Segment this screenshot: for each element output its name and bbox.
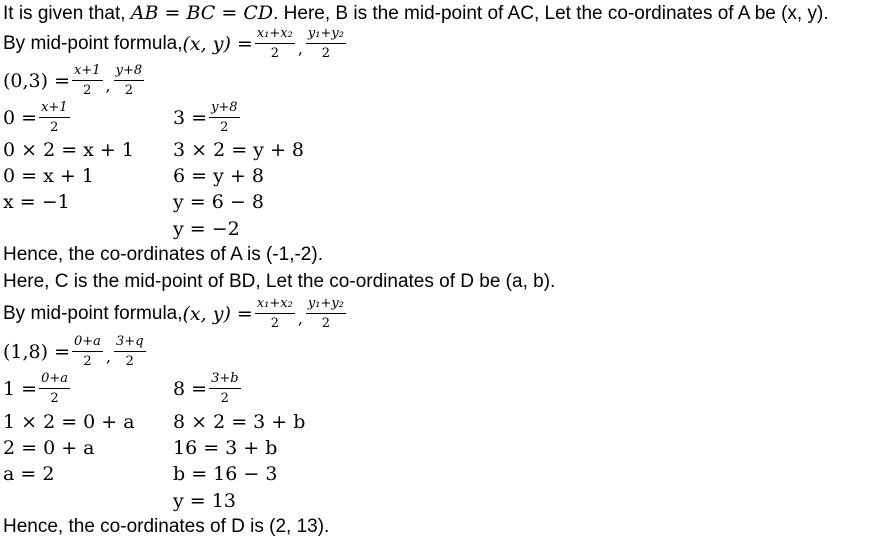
y-equation-step-4: y = 6 − 8: [173, 191, 264, 213]
x-equation-step-4: x = −1: [3, 191, 70, 213]
substitution-numerator-y: y+8: [114, 63, 145, 81]
y-equation-fraction: [173, 98, 242, 138]
y-equation-step-5: y = −2: [173, 218, 240, 240]
b-equation-fraction: [173, 369, 243, 409]
formula-label-2: By mid-point formula,: [3, 303, 183, 324]
substitution-line-1: [3, 61, 146, 101]
y-eq-denominator: 2: [220, 120, 229, 135]
substitution-fraction-x: [72, 63, 103, 99]
formula-denominator-x-2: 2: [270, 316, 279, 331]
b-equation-step-4: b = 16 − 3: [173, 463, 278, 485]
formula-comma: ,: [297, 38, 303, 58]
b-eq-denominator: 2: [220, 391, 229, 406]
substitution-denominator-y-2: 2: [125, 354, 134, 369]
x-equation-step-3: 0 = x + 1: [3, 165, 94, 187]
a-equation-fraction: [3, 369, 72, 409]
substitution-numerator-y-2: 3+q: [114, 334, 146, 352]
x-equation-fraction: [3, 98, 72, 138]
formula-numerator-x-2: x₁+x₂: [255, 296, 295, 314]
substitution-numerator-x: x+1: [72, 63, 103, 81]
formula-denominator-y: 2: [321, 46, 331, 61]
midpoint-formula-line-2: [3, 294, 348, 334]
y-eq-fraction: [209, 100, 240, 136]
formula-numerator-y-2: y₁+y₂: [306, 296, 346, 314]
substitution-line-2: [3, 332, 148, 372]
formula-denominator-x: 2: [270, 46, 279, 61]
intro-line-2: Here, C is the mid-point of BD, Let the co-ordinates of D be (a, b).: [3, 271, 556, 292]
formula-label: By mid-point formula,: [3, 33, 183, 54]
formula-numerator-y: y₁+y₂: [306, 26, 346, 44]
b-eq-fraction: [209, 371, 241, 407]
b-eq-lhs: 8 =: [173, 378, 208, 400]
substitution-denominator-y: 2: [124, 83, 133, 98]
x-eq-denominator: 2: [50, 120, 59, 135]
substitution-denominator-x: 2: [83, 83, 92, 98]
intro-line-1: [3, 0, 829, 27]
formula-fraction-y-2: [306, 296, 346, 332]
a-eq-denominator: 2: [50, 391, 59, 406]
b-equation-step-5: y = 13: [173, 490, 236, 512]
formula-fraction-y: [306, 26, 346, 62]
substitution-lhs-2: (1,8) =: [3, 341, 71, 363]
b-eq-numerator: 3+b: [209, 371, 241, 389]
y-equation-step-2: 3 × 2 = y + 8: [173, 139, 304, 161]
formula-comma-2: ,: [297, 308, 303, 328]
x-eq-fraction: [39, 100, 70, 136]
intro-equation: AB = BC = CD: [130, 2, 274, 24]
a-equation-step-2: 1 × 2 = 0 + a: [3, 411, 135, 433]
conclusion-d: Hence, the co-ordinates of D is (2, 13).: [3, 516, 330, 537]
substitution-comma-2: ,: [105, 346, 112, 366]
formula-lhs-2: (x, y) =: [182, 303, 253, 325]
formula-fraction-x: [255, 26, 295, 62]
substitution-fraction-x-2: [72, 334, 103, 370]
substitution-numerator-x-2: 0+a: [72, 334, 103, 352]
a-eq-fraction: [39, 371, 70, 407]
b-equation-step-2: 8 × 2 = 3 + b: [173, 411, 306, 433]
substitution-lhs: (0,3) =: [3, 70, 71, 92]
formula-numerator-x: x₁+x₂: [255, 26, 295, 44]
formula-fraction-x-2: [255, 296, 295, 332]
substitution-comma: ,: [105, 75, 111, 95]
formula-denominator-y-2: 2: [321, 316, 331, 331]
a-eq-numerator: 0+a: [39, 371, 70, 389]
x-eq-numerator: x+1: [39, 100, 70, 118]
y-eq-lhs: 3 =: [173, 107, 208, 129]
a-equation-step-4: a = 2: [3, 463, 55, 485]
a-eq-lhs: 1 =: [3, 378, 38, 400]
y-equation-step-3: 6 = y + 8: [173, 165, 264, 187]
x-equation-step-2: 0 × 2 = x + 1: [3, 139, 134, 161]
substitution-denominator-x-2: 2: [83, 354, 92, 369]
intro-prefix: It is given that,: [3, 3, 131, 24]
substitution-fraction-y-2: [114, 334, 146, 370]
y-eq-numerator: y+8: [209, 100, 240, 118]
conclusion-a: Hence, the co-ordinates of A is (-1,-2).: [3, 244, 323, 265]
x-eq-lhs: 0 =: [3, 107, 38, 129]
a-equation-step-3: 2 = 0 + a: [3, 437, 95, 459]
b-equation-step-3: 16 = 3 + b: [173, 437, 278, 459]
substitution-fraction-y: [114, 63, 145, 99]
intro-suffix: . Here, B is the mid-point of AC, Let the co-ordinates of A be (x, y).: [273, 3, 829, 24]
midpoint-formula-line-1: [3, 24, 348, 64]
formula-lhs: (x, y) =: [182, 33, 253, 55]
